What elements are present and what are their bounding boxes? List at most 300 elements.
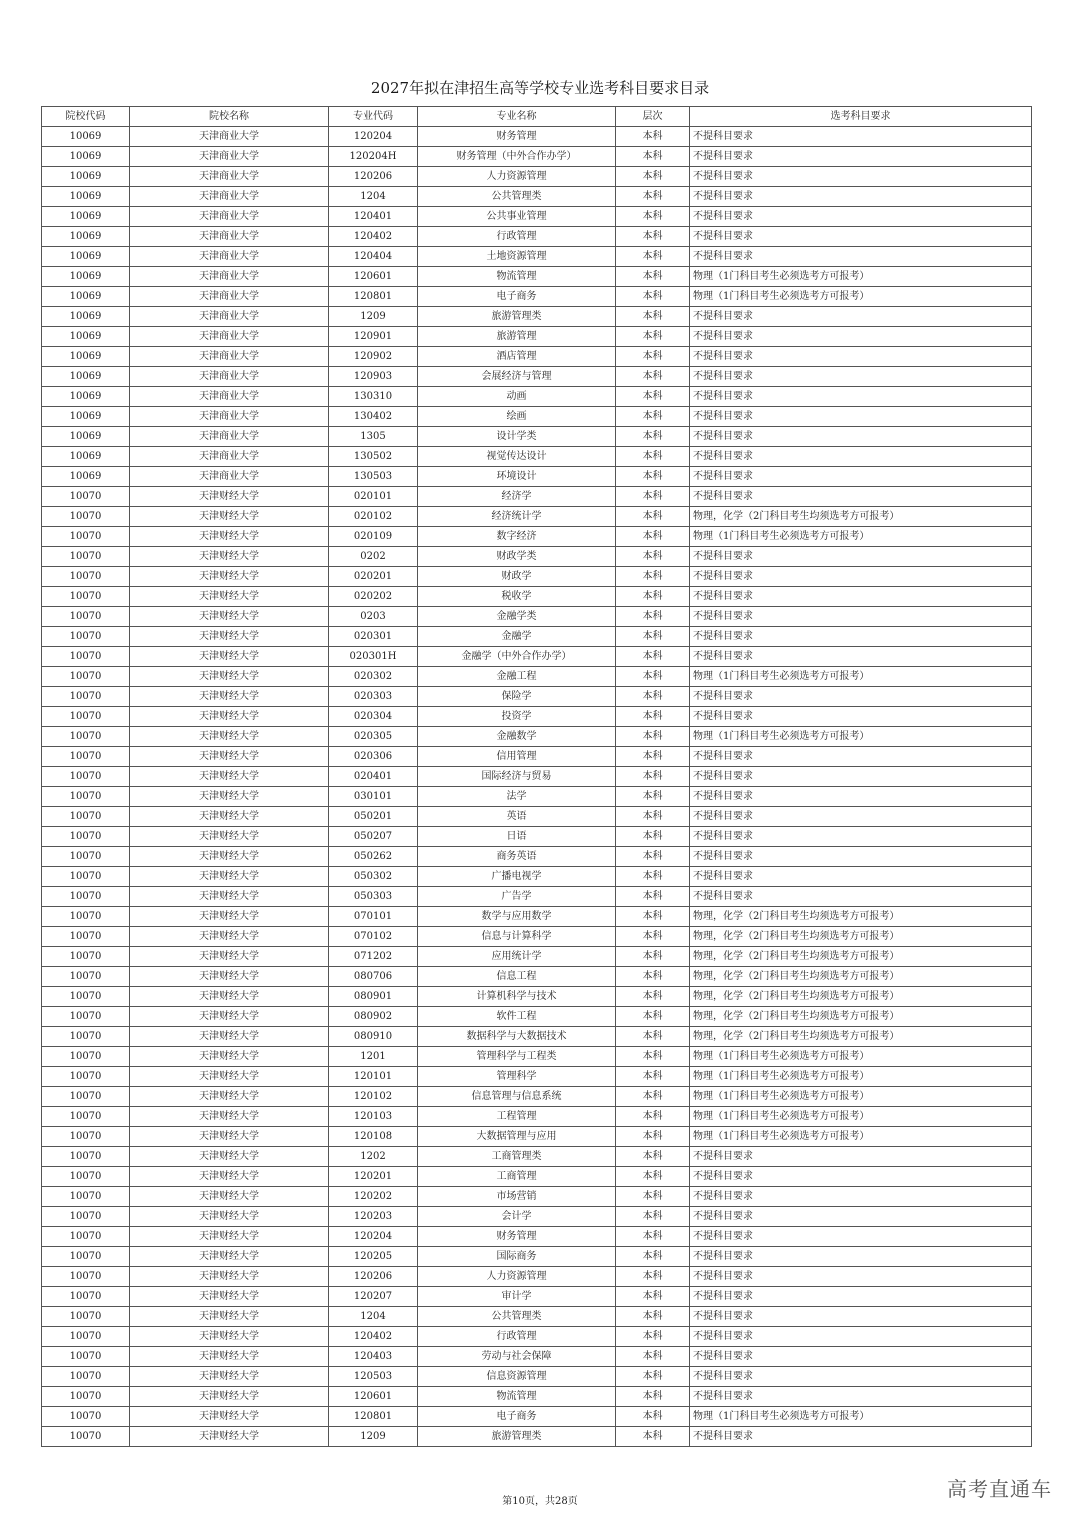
major-code-cell: 120601 (329, 267, 418, 287)
major-name-cell: 工程管理 (418, 1107, 616, 1127)
school-name-cell: 天津财经大学 (130, 747, 329, 767)
major-code-cell: 120402 (329, 1327, 418, 1347)
major-code-cell: 0203 (329, 607, 418, 627)
major-code-cell: 120203 (329, 1207, 418, 1227)
table-row (42, 787, 1032, 807)
school-name-cell: 天津财经大学 (130, 1187, 329, 1207)
major-name-cell: 设计学类 (418, 427, 616, 447)
major-name-cell: 行政管理 (418, 1327, 616, 1347)
major-code-cell: 120402 (329, 227, 418, 247)
major-name-cell: 计算机科学与技术 (418, 987, 616, 1007)
major-code-cell: 050303 (329, 887, 418, 907)
school-code-cell: 10069 (42, 447, 130, 467)
major-name-cell: 广播电视学 (418, 867, 616, 887)
subject-requirement-cell: 物理，化学（2门科目考生均须选考方可报考） (690, 1027, 1032, 1047)
major-code-cell: 0202 (329, 547, 418, 567)
table-row (42, 1307, 1032, 1327)
major-code-cell: 020301 (329, 627, 418, 647)
major-code-cell: 120108 (329, 1127, 418, 1147)
major-name-cell: 公共事业管理 (418, 207, 616, 227)
level-cell: 本科 (616, 227, 690, 247)
school-name-cell: 天津财经大学 (130, 1287, 329, 1307)
school-name-cell: 天津财经大学 (130, 967, 329, 987)
level-cell: 本科 (616, 1387, 690, 1407)
major-name-cell: 动画 (418, 387, 616, 407)
school-name-cell: 天津财经大学 (130, 567, 329, 587)
level-cell: 本科 (616, 1347, 690, 1367)
table-row (42, 747, 1032, 767)
major-code-cell: 120207 (329, 1287, 418, 1307)
major-code-cell: 080902 (329, 1007, 418, 1027)
school-code-cell: 10070 (42, 727, 130, 747)
major-code-cell: 120801 (329, 1407, 418, 1427)
subject-requirement-cell: 不提科目要求 (690, 167, 1032, 187)
major-name-cell: 公共管理类 (418, 1307, 616, 1327)
header-major-name: 专业名称 (418, 107, 616, 127)
table-row (42, 987, 1032, 1007)
school-name-cell: 天津财经大学 (130, 867, 329, 887)
level-cell: 本科 (616, 407, 690, 427)
school-code-cell: 10069 (42, 367, 130, 387)
subject-requirement-cell: 不提科目要求 (690, 1327, 1032, 1347)
school-name-cell: 天津财经大学 (130, 1307, 329, 1327)
table-row (42, 507, 1032, 527)
school-code-cell: 10070 (42, 547, 130, 567)
table-row (42, 947, 1032, 967)
subject-requirement-cell: 不提科目要求 (690, 447, 1032, 467)
subject-requirement-cell: 物理（1门科目考生必须选考方可报考） (690, 727, 1032, 747)
subject-requirement-cell: 物理（1门科目考生必须选考方可报考） (690, 1087, 1032, 1107)
level-cell: 本科 (616, 1407, 690, 1427)
major-code-cell: 080706 (329, 967, 418, 987)
school-code-cell: 10069 (42, 247, 130, 267)
major-code-cell: 120801 (329, 287, 418, 307)
school-name-cell: 天津商业大学 (130, 427, 329, 447)
level-cell: 本科 (616, 247, 690, 267)
subject-requirement-cell: 不提科目要求 (690, 647, 1032, 667)
school-code-cell: 10070 (42, 1067, 130, 1087)
subject-requirement-cell: 物理（1门科目考生必须选考方可报考） (690, 287, 1032, 307)
school-code-cell: 10070 (42, 1427, 130, 1447)
school-name-cell: 天津财经大学 (130, 527, 329, 547)
school-code-cell: 10070 (42, 927, 130, 947)
school-name-cell: 天津财经大学 (130, 587, 329, 607)
major-name-cell: 法学 (418, 787, 616, 807)
subject-requirement-cell: 不提科目要求 (690, 547, 1032, 567)
school-code-cell: 10070 (42, 807, 130, 827)
table-row (42, 167, 1032, 187)
school-name-cell: 天津商业大学 (130, 367, 329, 387)
school-code-cell: 10070 (42, 1187, 130, 1207)
table-row (42, 287, 1032, 307)
subject-requirement-cell: 物理，化学（2门科目考生均须选考方可报考） (690, 967, 1032, 987)
table-row (42, 927, 1032, 947)
school-code-cell: 10070 (42, 747, 130, 767)
school-name-cell: 天津商业大学 (130, 467, 329, 487)
major-code-cell: 1201 (329, 1047, 418, 1067)
major-name-cell: 行政管理 (418, 227, 616, 247)
subject-requirement-cell: 不提科目要求 (690, 787, 1032, 807)
school-code-cell: 10070 (42, 967, 130, 987)
level-cell: 本科 (616, 927, 690, 947)
school-code-cell: 10070 (42, 1147, 130, 1167)
school-code-cell: 10070 (42, 1167, 130, 1187)
level-cell: 本科 (616, 1427, 690, 1447)
level-cell: 本科 (616, 747, 690, 767)
school-name-cell: 天津商业大学 (130, 147, 329, 167)
table-row (42, 667, 1032, 687)
school-name-cell: 天津商业大学 (130, 287, 329, 307)
major-name-cell: 税收学 (418, 587, 616, 607)
school-code-cell: 10070 (42, 1267, 130, 1287)
level-cell: 本科 (616, 427, 690, 447)
major-code-cell: 020101 (329, 487, 418, 507)
table-row (42, 1147, 1032, 1167)
school-code-cell: 10070 (42, 527, 130, 547)
school-name-cell: 天津财经大学 (130, 927, 329, 947)
subject-requirement-cell: 物理（1门科目考生必须选考方可报考） (690, 1407, 1032, 1427)
table-row (42, 847, 1032, 867)
school-code-cell: 10070 (42, 607, 130, 627)
subject-requirement-cell: 不提科目要求 (690, 1207, 1032, 1227)
major-code-cell: 130402 (329, 407, 418, 427)
subject-requirement-cell: 不提科目要求 (690, 847, 1032, 867)
level-cell: 本科 (616, 287, 690, 307)
school-code-cell: 10070 (42, 1047, 130, 1067)
table-row (42, 447, 1032, 467)
major-code-cell: 020202 (329, 587, 418, 607)
level-cell: 本科 (616, 1007, 690, 1027)
major-name-cell: 审计学 (418, 1287, 616, 1307)
school-name-cell: 天津商业大学 (130, 327, 329, 347)
subject-requirement-cell: 物理，化学（2门科目考生均须选考方可报考） (690, 947, 1032, 967)
level-cell: 本科 (616, 787, 690, 807)
table-row (42, 127, 1032, 147)
table-row (42, 247, 1032, 267)
school-name-cell: 天津财经大学 (130, 1227, 329, 1247)
table-row (42, 527, 1032, 547)
major-name-cell: 信息与计算科学 (418, 927, 616, 947)
school-name-cell: 天津财经大学 (130, 1207, 329, 1227)
level-cell: 本科 (616, 1207, 690, 1227)
school-code-cell: 10070 (42, 847, 130, 867)
major-code-cell: 120204H (329, 147, 418, 167)
level-cell: 本科 (616, 1187, 690, 1207)
major-code-cell: 070101 (329, 907, 418, 927)
subject-requirement-cell: 物理，化学（2门科目考生均须选考方可报考） (690, 1007, 1032, 1027)
subject-requirement-cell: 不提科目要求 (690, 487, 1032, 507)
school-code-cell: 10069 (42, 327, 130, 347)
level-cell: 本科 (616, 1267, 690, 1287)
school-name-cell: 天津财经大学 (130, 667, 329, 687)
level-cell: 本科 (616, 887, 690, 907)
subject-requirement-cell: 不提科目要求 (690, 807, 1032, 827)
school-name-cell: 天津财经大学 (130, 727, 329, 747)
table-row (42, 1267, 1032, 1287)
major-code-cell: 1305 (329, 427, 418, 447)
major-name-cell: 会展经济与管理 (418, 367, 616, 387)
school-name-cell: 天津财经大学 (130, 707, 329, 727)
level-cell: 本科 (616, 907, 690, 927)
level-cell: 本科 (616, 187, 690, 207)
major-name-cell: 信息资源管理 (418, 1367, 616, 1387)
level-cell: 本科 (616, 767, 690, 787)
major-name-cell: 酒店管理 (418, 347, 616, 367)
major-code-cell: 080901 (329, 987, 418, 1007)
major-code-cell: 1209 (329, 307, 418, 327)
major-code-cell: 020102 (329, 507, 418, 527)
school-name-cell: 天津商业大学 (130, 247, 329, 267)
level-cell: 本科 (616, 347, 690, 367)
subject-requirement-cell: 物理，化学（2门科目考生均须选考方可报考） (690, 927, 1032, 947)
major-name-cell: 财务管理 (418, 127, 616, 147)
table-row (42, 827, 1032, 847)
major-code-cell: 050262 (329, 847, 418, 867)
subject-requirement-cell: 不提科目要求 (690, 607, 1032, 627)
subject-requirement-cell: 不提科目要求 (690, 1307, 1032, 1327)
major-code-cell: 120601 (329, 1387, 418, 1407)
level-cell: 本科 (616, 1027, 690, 1047)
level-cell: 本科 (616, 1167, 690, 1187)
school-code-cell: 10069 (42, 167, 130, 187)
major-name-cell: 旅游管理 (418, 327, 616, 347)
major-name-cell: 管理科学与工程类 (418, 1047, 616, 1067)
subject-requirement-cell: 不提科目要求 (690, 367, 1032, 387)
major-code-cell: 120102 (329, 1087, 418, 1107)
major-code-cell: 120202 (329, 1187, 418, 1207)
school-code-cell: 10069 (42, 387, 130, 407)
table-row (42, 1047, 1032, 1067)
major-name-cell: 数字经济 (418, 527, 616, 547)
subject-requirement-cell: 不提科目要求 (690, 247, 1032, 267)
school-name-cell: 天津财经大学 (130, 1167, 329, 1187)
level-cell: 本科 (616, 447, 690, 467)
school-code-cell: 10070 (42, 567, 130, 587)
school-name-cell: 天津商业大学 (130, 227, 329, 247)
major-name-cell: 国际经济与贸易 (418, 767, 616, 787)
school-code-cell: 10070 (42, 987, 130, 1007)
major-code-cell: 120404 (329, 247, 418, 267)
school-code-cell: 10070 (42, 647, 130, 667)
school-name-cell: 天津财经大学 (130, 807, 329, 827)
major-name-cell: 保险学 (418, 687, 616, 707)
subject-requirement-cell: 不提科目要求 (690, 867, 1032, 887)
table-row (42, 227, 1032, 247)
school-name-cell: 天津财经大学 (130, 1327, 329, 1347)
school-code-cell: 10070 (42, 1347, 130, 1367)
school-code-cell: 10069 (42, 147, 130, 167)
school-name-cell: 天津财经大学 (130, 1127, 329, 1147)
level-cell: 本科 (616, 307, 690, 327)
school-code-cell: 10069 (42, 407, 130, 427)
school-name-cell: 天津商业大学 (130, 387, 329, 407)
level-cell: 本科 (616, 147, 690, 167)
major-code-cell: 020201 (329, 567, 418, 587)
school-code-cell: 10069 (42, 467, 130, 487)
subject-requirement-cell: 不提科目要求 (690, 827, 1032, 847)
school-code-cell: 10069 (42, 347, 130, 367)
school-code-cell: 10070 (42, 787, 130, 807)
subject-requirement-cell: 不提科目要求 (690, 1167, 1032, 1187)
school-code-cell: 10070 (42, 1207, 130, 1227)
subject-requirement-cell: 不提科目要求 (690, 1427, 1032, 1447)
school-name-cell: 天津财经大学 (130, 787, 329, 807)
level-cell: 本科 (616, 127, 690, 147)
major-code-cell: 070102 (329, 927, 418, 947)
major-name-cell: 信息管理与信息系统 (418, 1087, 616, 1107)
document-title: 2027年拟在津招生高等学校专业选考科目要求目录 (370, 79, 710, 97)
major-name-cell: 会计学 (418, 1207, 616, 1227)
subject-requirement-cell: 物理（1门科目考生必须选考方可报考） (690, 267, 1032, 287)
school-name-cell: 天津财经大学 (130, 1047, 329, 1067)
major-code-cell: 130310 (329, 387, 418, 407)
school-code-cell: 10070 (42, 947, 130, 967)
major-code-cell: 120201 (329, 1167, 418, 1187)
level-cell: 本科 (616, 1147, 690, 1167)
school-code-cell: 10069 (42, 287, 130, 307)
level-cell: 本科 (616, 327, 690, 347)
major-name-cell: 广告学 (418, 887, 616, 907)
major-name-cell: 旅游管理类 (418, 307, 616, 327)
table-row (42, 1227, 1032, 1247)
major-name-cell: 电子商务 (418, 287, 616, 307)
level-cell: 本科 (616, 527, 690, 547)
table-row (42, 467, 1032, 487)
table-row (42, 1167, 1032, 1187)
major-code-cell: 1204 (329, 187, 418, 207)
table-header-row (42, 107, 1032, 127)
subject-requirement-cell: 不提科目要求 (690, 1287, 1032, 1307)
subject-requirement-cell: 不提科目要求 (690, 427, 1032, 447)
school-code-cell: 10070 (42, 887, 130, 907)
major-code-cell: 1202 (329, 1147, 418, 1167)
subject-requirement-cell: 不提科目要求 (690, 347, 1032, 367)
major-name-cell: 劳动与社会保障 (418, 1347, 616, 1367)
level-cell: 本科 (616, 687, 690, 707)
table-row (42, 1347, 1032, 1367)
level-cell: 本科 (616, 167, 690, 187)
major-name-cell: 大数据管理与应用 (418, 1127, 616, 1147)
table-row (42, 647, 1032, 667)
table-row (42, 1067, 1032, 1087)
school-name-cell: 天津商业大学 (130, 167, 329, 187)
school-name-cell: 天津财经大学 (130, 1067, 329, 1087)
table-row (42, 207, 1032, 227)
subject-requirement-cell: 不提科目要求 (690, 467, 1032, 487)
school-code-cell: 10070 (42, 827, 130, 847)
major-name-cell: 财务管理（中外合作办学） (418, 147, 616, 167)
major-code-cell: 120903 (329, 367, 418, 387)
subject-requirement-cell: 不提科目要求 (690, 767, 1032, 787)
level-cell: 本科 (616, 947, 690, 967)
major-code-cell: 120901 (329, 327, 418, 347)
major-name-cell: 金融学（中外合作办学） (418, 647, 616, 667)
school-code-cell: 10070 (42, 627, 130, 647)
major-name-cell: 工商管理类 (418, 1147, 616, 1167)
major-code-cell: 120103 (329, 1107, 418, 1127)
table-row (42, 567, 1032, 587)
major-code-cell: 120206 (329, 1267, 418, 1287)
major-name-cell: 市场营销 (418, 1187, 616, 1207)
level-cell: 本科 (616, 567, 690, 587)
school-name-cell: 天津商业大学 (130, 347, 329, 367)
major-code-cell: 120206 (329, 167, 418, 187)
subject-requirement-cell: 物理（1门科目考生必须选考方可报考） (690, 667, 1032, 687)
level-cell: 本科 (616, 1047, 690, 1067)
major-name-cell: 电子商务 (418, 1407, 616, 1427)
major-name-cell: 日语 (418, 827, 616, 847)
school-code-cell: 10070 (42, 1367, 130, 1387)
school-code-cell: 10069 (42, 427, 130, 447)
header-school-name: 院校名称 (130, 107, 329, 127)
table-row (42, 407, 1032, 427)
level-cell: 本科 (616, 1127, 690, 1147)
major-name-cell: 视觉传达设计 (418, 447, 616, 467)
major-code-cell: 080910 (329, 1027, 418, 1047)
subject-requirement-cell: 不提科目要求 (690, 567, 1032, 587)
major-code-cell: 130502 (329, 447, 418, 467)
school-code-cell: 10069 (42, 267, 130, 287)
level-cell: 本科 (616, 1287, 690, 1307)
level-cell: 本科 (616, 547, 690, 567)
table-row (42, 767, 1032, 787)
table-row (42, 547, 1032, 567)
level-cell: 本科 (616, 267, 690, 287)
major-name-cell: 经济学 (418, 487, 616, 507)
school-name-cell: 天津商业大学 (130, 187, 329, 207)
school-code-cell: 10070 (42, 1247, 130, 1267)
header-level: 层次 (616, 107, 690, 127)
table-row (42, 367, 1032, 387)
subject-requirement-cell: 不提科目要求 (690, 1147, 1032, 1167)
level-cell: 本科 (616, 387, 690, 407)
level-cell: 本科 (616, 987, 690, 1007)
school-name-cell: 天津财经大学 (130, 647, 329, 667)
major-code-cell: 020401 (329, 767, 418, 787)
school-name-cell: 天津财经大学 (130, 847, 329, 867)
table-row (42, 707, 1032, 727)
table-row (42, 1387, 1032, 1407)
table-row (42, 1407, 1032, 1427)
subject-requirement-cell: 不提科目要求 (690, 1187, 1032, 1207)
table-row (42, 867, 1032, 887)
subject-requirement-cell: 物理，化学（2门科目考生均须选考方可报考） (690, 507, 1032, 527)
major-name-cell: 软件工程 (418, 1007, 616, 1027)
school-name-cell: 天津财经大学 (130, 827, 329, 847)
subject-requirement-cell: 物理（1门科目考生必须选考方可报考） (690, 527, 1032, 547)
subject-requirement-cell: 不提科目要求 (690, 1267, 1032, 1287)
major-name-cell: 人力资源管理 (418, 1267, 616, 1287)
school-name-cell: 天津商业大学 (130, 207, 329, 227)
school-name-cell: 天津财经大学 (130, 887, 329, 907)
table-row (42, 1247, 1032, 1267)
school-code-cell: 10070 (42, 1307, 130, 1327)
school-code-cell: 10070 (42, 1227, 130, 1247)
header-school-code: 院校代码 (42, 107, 130, 127)
major-code-cell: 050201 (329, 807, 418, 827)
table-row (42, 1367, 1032, 1387)
school-code-cell: 10070 (42, 1007, 130, 1027)
school-code-cell: 10070 (42, 667, 130, 687)
major-name-cell: 公共管理类 (418, 187, 616, 207)
level-cell: 本科 (616, 707, 690, 727)
table-row (42, 1287, 1032, 1307)
school-name-cell: 天津财经大学 (130, 1387, 329, 1407)
subject-requirement-cell: 不提科目要求 (690, 227, 1032, 247)
major-name-cell: 工商管理 (418, 1167, 616, 1187)
school-name-cell: 天津财经大学 (130, 1007, 329, 1027)
table-row (42, 907, 1032, 927)
